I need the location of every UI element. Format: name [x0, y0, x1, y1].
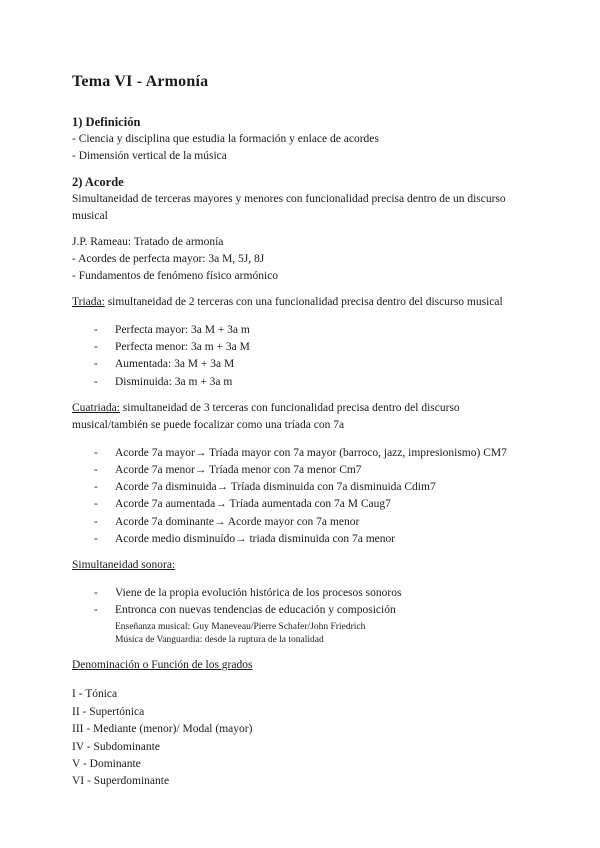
- section-heading-acorde: 2) Acorde: [72, 175, 124, 189]
- list-item: [72, 445, 530, 462]
- list-item: [72, 514, 530, 531]
- dash-bullet: -: [94, 324, 98, 336]
- dash-bullet: -: [94, 481, 98, 494]
- list-item-text: Acorde medio disminuído→ triada disminuida con 7a menor: [115, 532, 396, 545]
- list-item-text: Acorde 7a aumentada→ Tríada aumentada con 7a M Caug7: [115, 498, 391, 511]
- dash-bullet: -: [94, 532, 98, 545]
- cuatriada-paragraph: [72, 400, 530, 434]
- cuatriada-label: Cuatriada:: [72, 401, 120, 414]
- triada-list: [72, 322, 530, 391]
- grado-line: III - Mediante (menor)/ Modal (mayor): [72, 723, 253, 736]
- subnote-line: Enseñanza musical: Guy Maneveau/Pierre Schafer/John Friedrich: [115, 622, 366, 633]
- list-item-text: Viene de la propia evolución histórica de los procesos sonoros: [115, 587, 402, 600]
- acorde-intro: Simultaneidad de terceras mayores y menores con funcionalidad precisa dentro de un discurso musical: [72, 193, 506, 222]
- list-item: [72, 374, 530, 391]
- list-item: [72, 496, 530, 513]
- rameau-paragraph: [72, 234, 530, 285]
- list-item-text: Acorde 7a disminuida→ Tríada disminuida con 7a disminuida Cdim7: [115, 481, 436, 494]
- grados-heading: Denominación o Función de los grados: [72, 659, 253, 672]
- list-item: [72, 585, 530, 602]
- triada-paragraph: [72, 294, 530, 311]
- simultaneidad-heading: Simultaneidad sonora:: [72, 559, 176, 572]
- list-item: [72, 322, 530, 339]
- list-item: [72, 339, 530, 356]
- list-item-text: Perfecta menor: 3a m + 3a M: [115, 341, 250, 354]
- list-item-text: Acorde 7a menor→ Tríada menor con 7a menor Cm7: [115, 464, 362, 477]
- subnote-line: Música de Vanguardia: desde la ruptura de la tonalidad: [115, 634, 324, 645]
- rameau-bullet: - Fundamentos de fenómeno físico armónico: [72, 270, 278, 282]
- dash-bullet: -: [94, 341, 98, 354]
- list-item: [72, 602, 530, 619]
- grado-line: II - Supertónica: [72, 705, 145, 718]
- list-item-text: Disminuida: 3a m + 3a m: [115, 375, 233, 388]
- dash-bullet: -: [94, 375, 98, 388]
- rameau-line: J.P. Rameau: Tratado de armonía: [72, 236, 224, 248]
- grado-line: IV - Subdominante: [72, 740, 160, 753]
- grado-line: V - Dominante: [72, 758, 141, 771]
- dash-bullet: -: [94, 464, 98, 477]
- rameau-bullet: - Acordes de perfecta mayor: 3a M, 5J, 8J: [72, 253, 265, 265]
- list-item: [72, 462, 530, 479]
- dash-bullet: -: [94, 358, 98, 371]
- definicion-line: - Dimensión vertical de la música: [72, 150, 227, 162]
- list-item: [72, 479, 530, 496]
- section-heading-definicion: 1) Definición: [72, 115, 141, 129]
- list-item: [72, 531, 530, 548]
- dash-bullet: -: [94, 498, 98, 511]
- grado-line: I - Tónica: [72, 688, 118, 701]
- simultaneidad-subnotes: [72, 621, 530, 646]
- cuatriada-text: simultaneidad de 3 terceras con funcionalidad precisa dentro del discurso musical/también se puede focalizar como una tríada con 7a: [72, 401, 460, 431]
- grado-line: VI - Superdominante: [72, 775, 170, 788]
- page-title: Tema VI - Armonía: [72, 73, 209, 90]
- list-item-text: Perfecta mayor: 3a M + 3a m: [115, 324, 250, 336]
- list-item-text: Acorde 7a dominante→ Acorde mayor con 7a menor: [115, 515, 360, 528]
- grados-list: [72, 686, 530, 790]
- triada-text: simultaneidad de 2 terceras con una funcionalidad precisa dentro del discurso musical: [104, 296, 503, 308]
- dash-bullet: -: [94, 515, 98, 528]
- dash-bullet: -: [94, 587, 98, 600]
- definicion-line: - Ciencia y disciplina que estudia la formación y enlace de acordes: [72, 133, 379, 145]
- cuatriada-list: [72, 445, 530, 548]
- list-item-text: Entronca con nuevas tendencias de educación y composición: [115, 604, 396, 617]
- dash-bullet: -: [94, 604, 98, 617]
- list-item: [72, 356, 530, 373]
- list-item-text: Aumentada: 3a M + 3a M: [115, 358, 235, 371]
- triada-label: Triada:: [72, 296, 105, 308]
- simultaneidad-list: [72, 585, 530, 619]
- list-item-text: Acorde 7a mayor→ Tríada mayor con 7a mayor (barroco, jazz, impresionismo) CM7: [115, 446, 507, 459]
- dash-bullet: -: [94, 446, 98, 459]
